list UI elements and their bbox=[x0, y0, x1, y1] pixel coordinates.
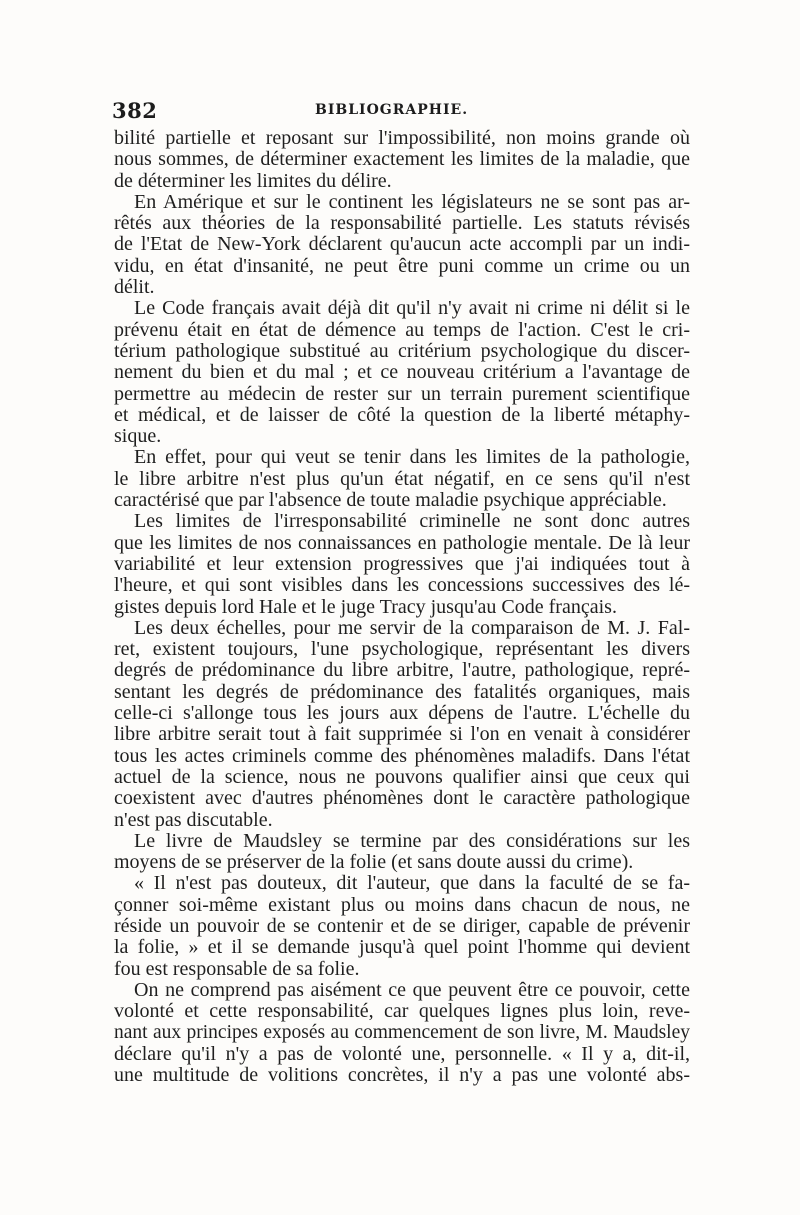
page-number: 382 bbox=[112, 98, 158, 123]
paragraph bbox=[114, 980, 690, 1086]
text-line: En effet, pour qui veut se tenir dans les limites de la pathologie, bbox=[134, 446, 690, 469]
text-line: nant aux principes exposés au commencement de son livre, M. Maudsley bbox=[114, 1022, 690, 1044]
text-line: « Il n'est pas douteux, dit l'auteur, que dans la faculté de se fa- bbox=[134, 872, 690, 895]
text-line: la folie, » et il se demande jusqu'à quel point l'homme qui devient bbox=[114, 936, 690, 959]
text-line: nement du bien et du mal ; et ce nouveau critérium a l'avantage de bbox=[114, 361, 690, 384]
text-line: Le Code français avait déjà dit qu'il n'y avait ni crime ni délit si le bbox=[134, 297, 690, 320]
text-line: çonner soi-même existant plus ou moins dans chacun de nous, ne bbox=[114, 893, 690, 916]
paragraph bbox=[114, 192, 690, 298]
text-line: Les limites de l'irresponsabilité criminelle ne sont donc autres bbox=[134, 510, 690, 533]
text-line: libre arbitre serait tout à fait supprimée si l'on en venait à considérer bbox=[114, 723, 690, 746]
text-line: coexistent avec d'autres phénomènes dont le caractère pathologique bbox=[114, 787, 690, 810]
text-line: et médical, et de laisser de côté la question de la liberté métaphy- bbox=[114, 403, 690, 426]
text-line: caractérisé que par l'absence de toute maladie psychique appréciable. bbox=[114, 489, 667, 512]
text-line: actuel de la science, nous ne pouvons qualifier ainsi que ceux qui bbox=[114, 765, 690, 788]
text-line: le libre arbitre n'est plus qu'un état négatif, en ce sens qu'il n'est bbox=[114, 467, 690, 490]
text-line: degrés de prédominance du libre arbitre, l'autre, pathologique, repré- bbox=[114, 659, 690, 682]
running-title: BIBLIOGRAPHIE. bbox=[315, 102, 469, 118]
text-line: que les limites de nos connaissances en pathologie mentale. De là leur bbox=[114, 531, 690, 554]
paragraph bbox=[114, 618, 690, 831]
text-line: En Amérique et sur le continent les législateurs ne se sont pas ar- bbox=[134, 190, 690, 213]
text-line: bilité partielle et reposant sur l'impossibilité, non moins grande où bbox=[114, 127, 690, 149]
paragraph bbox=[114, 447, 690, 511]
text-line: variabilité et leur extension progressives que j'ai indiquées tout à bbox=[114, 552, 690, 575]
text-line: délit. bbox=[114, 276, 155, 299]
paragraph bbox=[114, 298, 690, 447]
text-line: prévenu était en état de démence au temps de l'action. C'est le cri- bbox=[114, 318, 690, 341]
text-line: Le livre de Maudsley se termine par des considérations sur les bbox=[134, 829, 690, 852]
text-line: sique. bbox=[114, 425, 162, 448]
paragraph bbox=[114, 873, 690, 979]
text-line: réside un pouvoir de se contenir et de se diriger, capable de prévenir bbox=[114, 914, 690, 937]
paragraph bbox=[114, 831, 690, 874]
text-line: tous les actes criminels comme des phénomènes maladifs. Dans l'état bbox=[114, 744, 690, 767]
text-line: On ne comprend pas aisément ce que peuvent être ce pouvoir, cette bbox=[134, 978, 690, 1001]
text-line: Les deux échelles, pour me servir de la comparaison de M. J. Fal- bbox=[134, 616, 690, 639]
text-line: vidu, en état d'insanité, ne peut être puni comme un crime ou un bbox=[114, 254, 690, 277]
text-line: fou est responsable de sa folie. bbox=[114, 957, 360, 980]
text-line: l'heure, et qui sont visibles dans les concessions successives des lé- bbox=[114, 574, 690, 597]
page-header bbox=[112, 98, 692, 124]
text-line: n'est pas discutable. bbox=[114, 808, 273, 831]
text-line: une multitude de volitions concrètes, il n'y a pas une volonté abs- bbox=[114, 1064, 690, 1087]
text-line: permettre au médecin de rester sur un terrain purement scientifique bbox=[114, 382, 690, 405]
text-line: rêtés aux théories de la responsabilité partielle. Les statuts révisés bbox=[114, 212, 690, 235]
text-line: gistes depuis lord Hale et le juge Tracy jusqu'au Code français. bbox=[114, 595, 617, 618]
text-line: déclare qu'il n'y a pas de volonté une, personnelle. « Il y a, dit-il, bbox=[114, 1042, 690, 1065]
text-line: de déterminer les limites du délire. bbox=[114, 169, 392, 192]
text-line: térium pathologique substitué au critérium psychologique du discer- bbox=[114, 339, 690, 362]
text-line: nous sommes, de déterminer exactement les limites de la maladie, que bbox=[114, 148, 690, 171]
text-line: ret, existent toujours, l'une psychologique, représentant les divers bbox=[114, 638, 690, 661]
body-text bbox=[114, 128, 690, 1086]
text-line: celle-ci s'allonge tous les jours aux dépens de l'autre. L'échelle du bbox=[114, 702, 690, 725]
text-line: sentant les degrés de prédominance des fatalités organiques, mais bbox=[114, 680, 690, 703]
text-line: volonté et cette responsabilité, car quelques lignes plus loin, reve- bbox=[114, 1000, 690, 1023]
paragraph bbox=[114, 511, 690, 617]
text-line: moyens de se préserver de la folie (et sans doute aussi du crime). bbox=[114, 851, 634, 874]
text-line: de l'Etat de New-York déclarent qu'aucun acte accompli par un indi- bbox=[114, 233, 690, 256]
paragraph bbox=[114, 128, 690, 192]
